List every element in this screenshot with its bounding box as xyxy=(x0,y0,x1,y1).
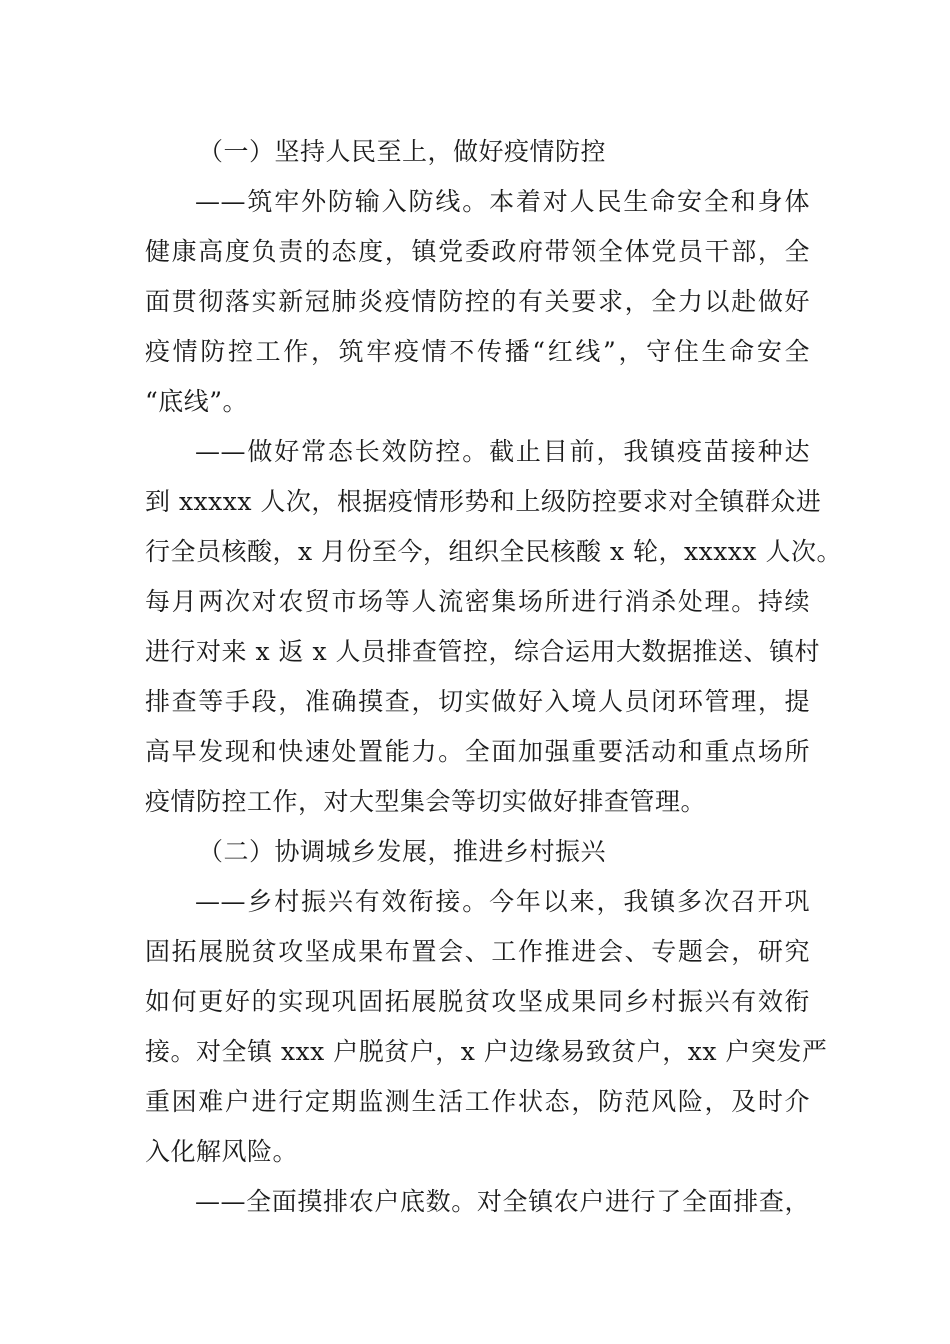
paragraph-line: 到 xxxxx 人次，根据疫情形势和上级防控要求对全镇群众进 xyxy=(145,487,822,516)
paragraph-line: 固拓展脱贫攻坚成果布置会、工作推进会、专题会，研究 xyxy=(145,937,810,966)
paragraph-line: 高早发现和快速处置能力。全面加强重要活动和重点场所 xyxy=(145,737,810,766)
paragraph-line: 排查等手段，准确摸查，切实做好入境人员闭环管理，提 xyxy=(145,687,810,716)
paragraph-line: 接。对全镇 xxx 户脱贫户，x 户边缘易致贫户，xx 户突发严 xyxy=(145,1037,828,1066)
paragraph-line: 疫情防控工作，对大型集会等切实做好排查管理。 xyxy=(145,787,707,816)
paragraph-line: “底线”。 xyxy=(145,387,249,416)
paragraph-line: 行全员核酸，x 月份至今，组织全民核酸 x 轮，xxxxx 人次。 xyxy=(145,537,842,566)
paragraph-line: ——做好常态长效防控。截止目前，我镇疫苗接种达 xyxy=(195,437,810,466)
paragraph-line: 面贯彻落实新冠肺炎疫情防控的有关要求，全力以赴做好 xyxy=(145,287,810,316)
paragraph-line: ——乡村振兴有效衔接。今年以来，我镇多次召开巩 xyxy=(195,887,810,916)
paragraph-line: 重困难户进行定期监测生活工作状态，防范风险，及时介 xyxy=(145,1087,810,1116)
paragraph-line: 进行对来 x 返 x 人员排查管控，综合运用大数据推送、镇村 xyxy=(145,637,820,666)
paragraph-line: 疫情防控工作，筑牢疫情不传播“红线”，守住生命安全 xyxy=(145,337,810,366)
paragraph-line: ——全面摸排农户底数。对全镇农户进行了全面排查， xyxy=(195,1187,810,1216)
paragraph-line: 健康高度负责的态度，镇党委政府带领全体党员干部，全 xyxy=(145,237,810,266)
paragraph-line: 入化解风险。 xyxy=(145,1137,299,1166)
paragraph-line: 如何更好的实现巩固拓展脱贫攻坚成果同乡村振兴有效衔 xyxy=(145,987,810,1016)
section-heading-2: （二）协调城乡发展，推进乡村振兴 xyxy=(198,837,607,866)
section-heading-1: （一）坚持人民至上，做好疫情防控 xyxy=(198,137,607,166)
paragraph-line: 每月两次对农贸市场等人流密集场所进行消杀处理。持续 xyxy=(145,587,810,616)
paragraph-line: ——筑牢外防输入防线。本着对人民生命安全和身体 xyxy=(195,187,810,216)
